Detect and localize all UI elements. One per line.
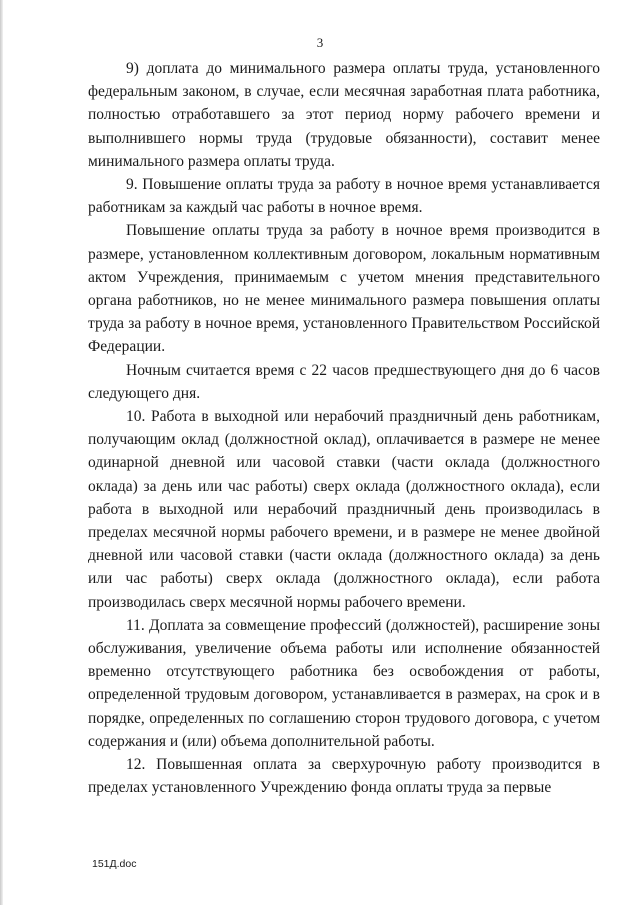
paragraph-11: 11. Доплата за совмещение профессий (должностей), расширение зоны обслуживания, увеличение объема работы или исполнение обязанностей временно отсутствующего работника без освобождения от работы, определенной трудовым договором, устанавливается в размерах, на срок и в порядке, определенных по соглашению сторон трудового договора, с учетом содержания и (или) объема дополнительной работы. [88, 616, 600, 750]
footer-filename: 151Д.doc [92, 858, 137, 870]
paragraph-10: 10. Работа в выходной или нерабочий праздничный день работникам, получающим оклад (должностной оклад), оплачивается в размере не менее одинарной дневной или часовой ставки (части оклада (должностного оклада) за день или час работы) сверх оклада (должностного оклада), если работа в выходной или нерабочий праздничный день производилась в пределах месячной нормы рабочего времени, и в размере не менее двойной дневной или часовой ставки (части оклада (должностного оклада) за день или час работы) сверх оклада (должностного оклада), если работа производилась сверх месячной нормы рабочего времени. [88, 408, 600, 611]
page-number: 3 [316, 35, 324, 50]
paragraph-9-detail: Повышение оплаты труда за работу в ночное время производится в размере, установленном коллективным договором, локальным нормативным актом Учреждения, принимаемым с учетом мнения представительного органа работников, но не менее минимального размера повышения оплаты труда за работу в ночное время, установленного Правительством Российской Федерации. [88, 222, 600, 356]
paragraph-12: 12. Повышенная оплата за сверхурочную работу производится в пределах установленного Учреждению фонда оплаты труда за первые [88, 756, 600, 797]
paragraph-night-time: Ночным считается время с 22 часов предшествующего дня до 6 часов следующего дня. [88, 361, 600, 402]
paragraph-9-subitem: 9) доплата до минимального размера оплаты труда, установленного федеральным законом, в случае, если месячная заработная плата работника, полностью отработавшего за этот период норму рабочего времени и выполнившего нормы труда (трудовые обязанности), составит менее минимального размера оплаты труда. [88, 60, 600, 170]
document-body [88, 57, 600, 800]
scan-edge [0, 0, 3, 905]
paragraph-9: 9. Повышение оплаты труда за работу в ночное время устанавливается работникам за каждый час работы в ночное время. [88, 176, 600, 217]
